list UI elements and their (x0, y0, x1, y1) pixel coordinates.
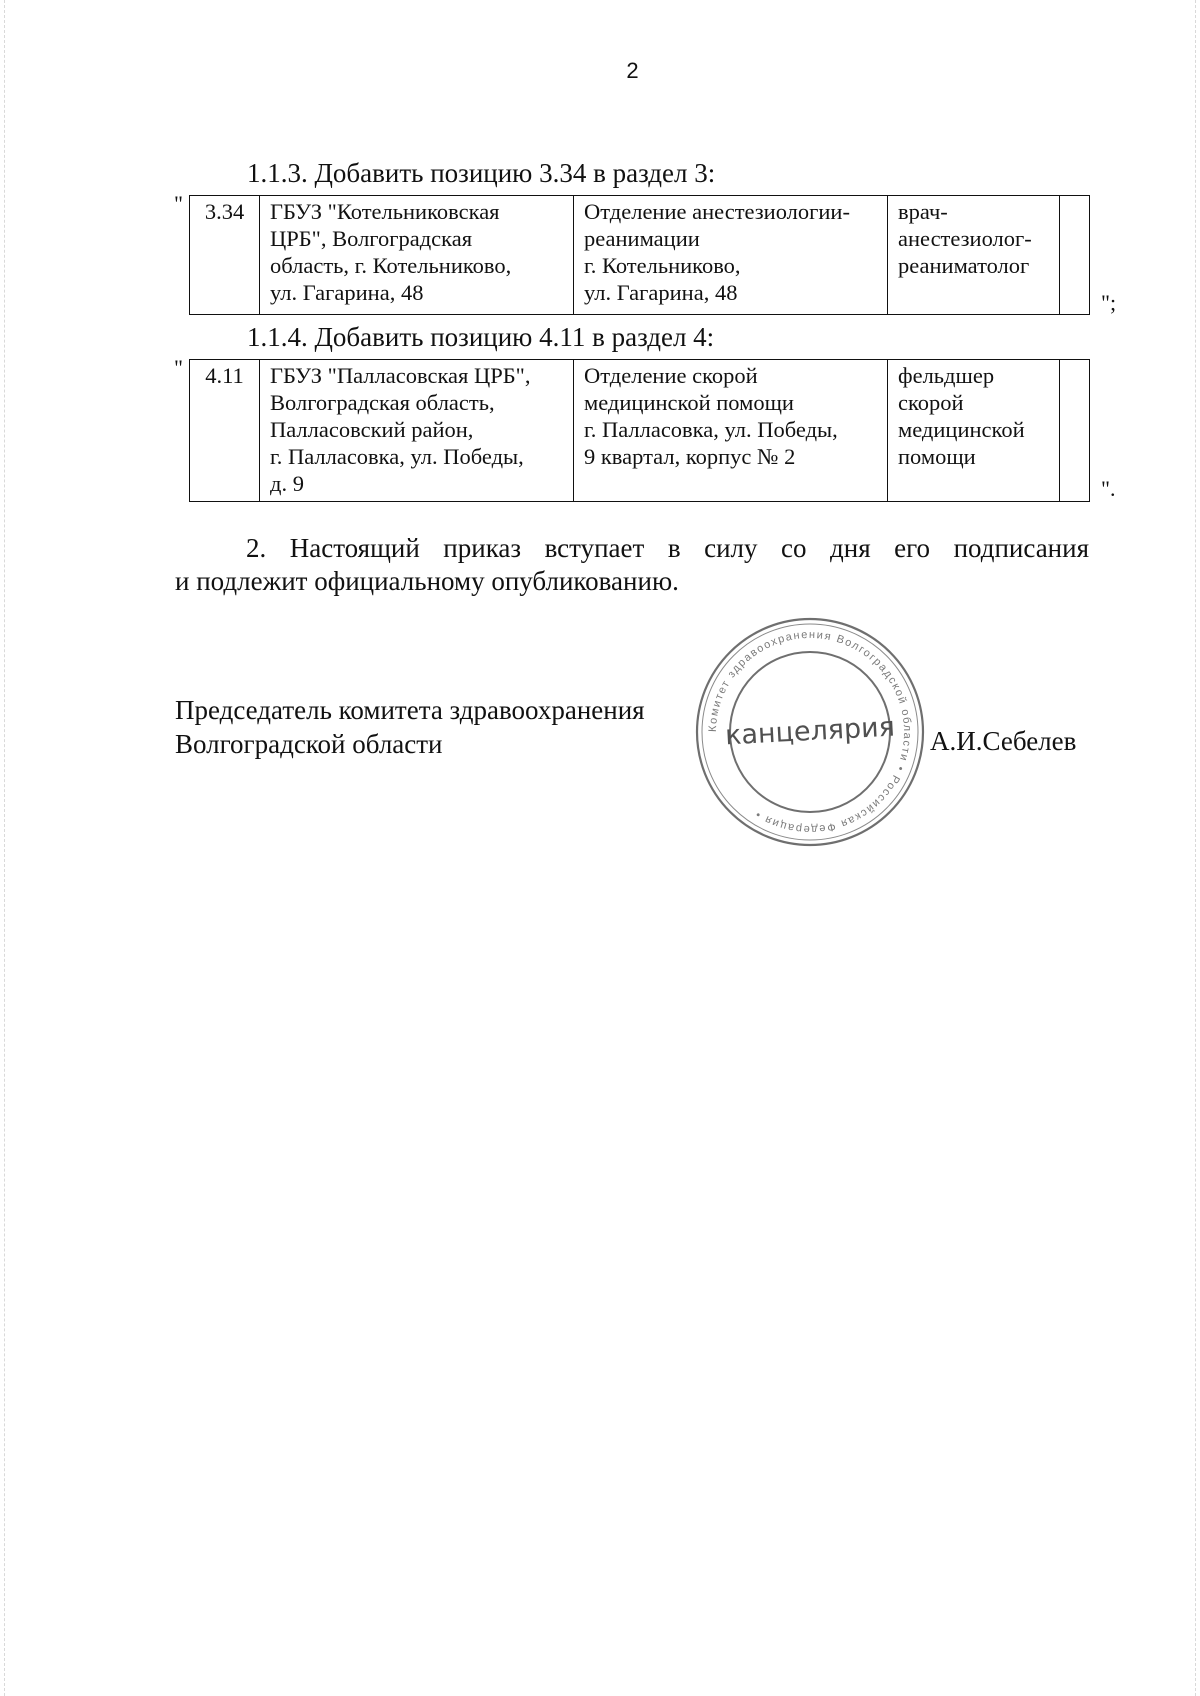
job-position-line: медицинской (898, 417, 1025, 442)
section-113-open-quote: " (174, 191, 183, 216)
institution-line: г. Палласовка, ул. Победы, (270, 444, 524, 469)
job-position-cell (888, 360, 1060, 502)
paragraph-line: и подлежит официальному опубликованию. (175, 566, 679, 596)
seal-center-text: канцелярия (724, 711, 896, 752)
department-line: г. Палласовка, ул. Победы, (584, 417, 838, 442)
scan-edge-left (4, 0, 5, 1696)
paragraph-line: 2. Настоящий приказ вступает в силу со дня его подписания (246, 533, 1089, 563)
institution-line: Палласовский район, (270, 417, 474, 442)
department-cell (574, 360, 888, 502)
office-seal-stamp (690, 612, 930, 852)
effective-date-paragraph (175, 532, 1089, 598)
job-position-line: анестезиолог- (898, 226, 1032, 251)
institution-line: ЦРБ", Волгоградская (270, 226, 473, 251)
department-line: Отделение скорой (584, 363, 758, 388)
institution-line: область, г. Котельниково, (270, 253, 512, 278)
scan-edge-right (1195, 0, 1196, 1696)
institution-line: ГБУЗ "Палласовская ЦРБ", (270, 363, 531, 388)
signatory-title-line: Волгоградской области (175, 729, 443, 759)
section-113-heading: 1.1.3. Добавить позицию 3.34 в раздел 3: (247, 158, 716, 188)
department-cell (574, 196, 888, 315)
section-114-table (189, 359, 1090, 502)
job-position-line: фельдшер (898, 363, 995, 388)
section-114-open-quote: " (174, 355, 183, 380)
department-line: Отделение анестезиологии- (584, 199, 850, 224)
institution-line: д. 9 (270, 471, 304, 496)
signatory-title (175, 693, 645, 761)
section-113-close-quote: "; (1101, 290, 1117, 315)
job-position-cell (888, 196, 1060, 315)
section-113-table (189, 195, 1090, 315)
institution-cell (260, 196, 574, 315)
job-position-line: врач- (898, 199, 948, 224)
signatory-title-line: Председатель комитета здравоохранения (175, 695, 645, 725)
department-line: ул. Гагарина, 48 (584, 280, 738, 305)
department-line: г. Котельниково, (584, 253, 741, 278)
job-position-line: помощи (898, 444, 976, 469)
page-number: 2 (626, 58, 639, 83)
job-position-line: скорой (898, 390, 964, 415)
table-row (190, 196, 1090, 315)
department-line: 9 квартал, корпус № 2 (584, 444, 796, 469)
position-number-cell: 3.34 (190, 196, 260, 315)
job-position-line: реаниматолог (898, 253, 1030, 278)
institution-cell (260, 360, 574, 502)
section-114-close-quote: ". (1101, 476, 1116, 501)
seal-ring-text: Комитет здравоохранения Волгоградской области • Российская Федерация • (706, 628, 914, 836)
institution-line: ул. Гагарина, 48 (270, 280, 424, 305)
section-114-heading: 1.1.4. Добавить позицию 4.11 в раздел 4: (247, 322, 715, 352)
empty-cell (1060, 360, 1090, 502)
signatory-name: А.И.Себелев (930, 726, 1077, 756)
table-row (190, 360, 1090, 502)
institution-line: ГБУЗ "Котельниковская (270, 199, 500, 224)
institution-line: Волгоградская область, (270, 390, 495, 415)
department-line: медицинской помощи (584, 390, 794, 415)
department-line: реанимации (584, 226, 700, 251)
position-number-cell: 4.11 (190, 360, 260, 502)
empty-cell (1060, 196, 1090, 315)
